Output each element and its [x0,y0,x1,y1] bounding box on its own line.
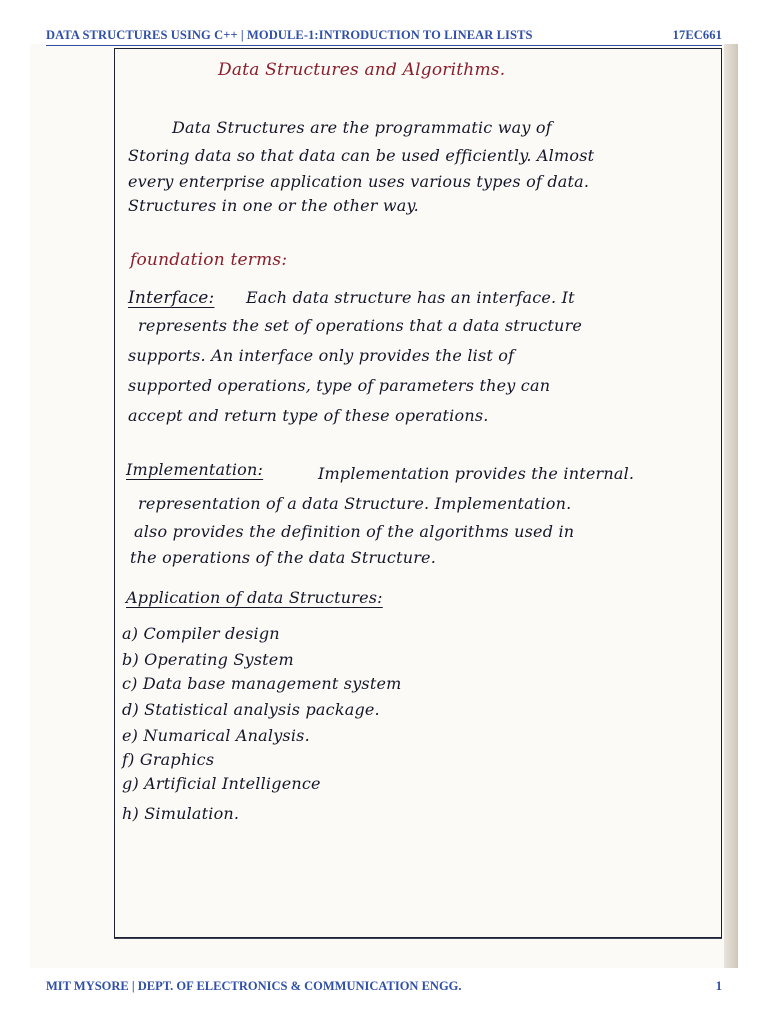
foundation-heading: foundation terms: [130,250,288,270]
interface-line-3: supports. An interface only provides the list of [128,346,515,365]
application-item: b) Operating System [122,650,294,669]
application-item: c) Data base management system [122,674,402,693]
header-rule [46,45,722,46]
implementation-term: Implementation: [126,460,264,479]
page-edge-shadow [724,44,738,968]
application-item: d) Statistical analysis package. [122,700,380,719]
interface-line-2: represents the set of operations that a data structure [138,316,583,335]
implementation-line-2: representation of a data Structure. Implementation. [138,494,572,513]
applications-heading: Application of data Structures: [126,588,383,607]
implementation-line-1: Implementation provides the internal. [318,464,635,483]
notes-title: Data Structures and Algorithms. [218,60,506,80]
implementation-line-3: also provides the definition of the algorithms used in [134,522,575,541]
implementation-line-4: the operations of the data Structure. [130,548,437,567]
intro-line-3: every enterprise application uses various types of data. [128,172,590,191]
application-item: h) Simulation. [122,804,240,823]
application-item: g) Artificial Intelligence [122,774,321,793]
page-footer [46,979,722,997]
header-title: DATA STRUCTURES USING C++ | MODULE-1:INTRODUCTION TO LINEAR LISTS [46,28,533,42]
interface-line-5: accept and return type of these operations. [128,406,489,425]
header-course-code: 17EC661 [672,28,722,42]
notes-border-bottom-line [114,938,722,939]
intro-line-2: Storing data so that data can be used efficiently. Almost [128,146,595,165]
intro-line-4: Structures in one or the other way. [128,196,419,215]
page-header [46,28,722,46]
footer-institution: MIT MYSORE | DEPT. OF ELECTRONICS & COMMUNICATION ENGG. [46,979,462,993]
interface-line-1: Each data structure has an interface. It [246,288,575,307]
application-item: a) Compiler design [122,624,280,643]
footer-page-number: 1 [715,979,722,993]
intro-line-1: Data Structures are the programmatic way of [172,118,552,137]
interface-line-4: supported operations, type of parameters they can [128,376,551,395]
interface-term: Interface: [128,288,215,308]
application-item: e) Numarical Analysis. [122,726,310,745]
application-item: f) Graphics [122,750,215,769]
